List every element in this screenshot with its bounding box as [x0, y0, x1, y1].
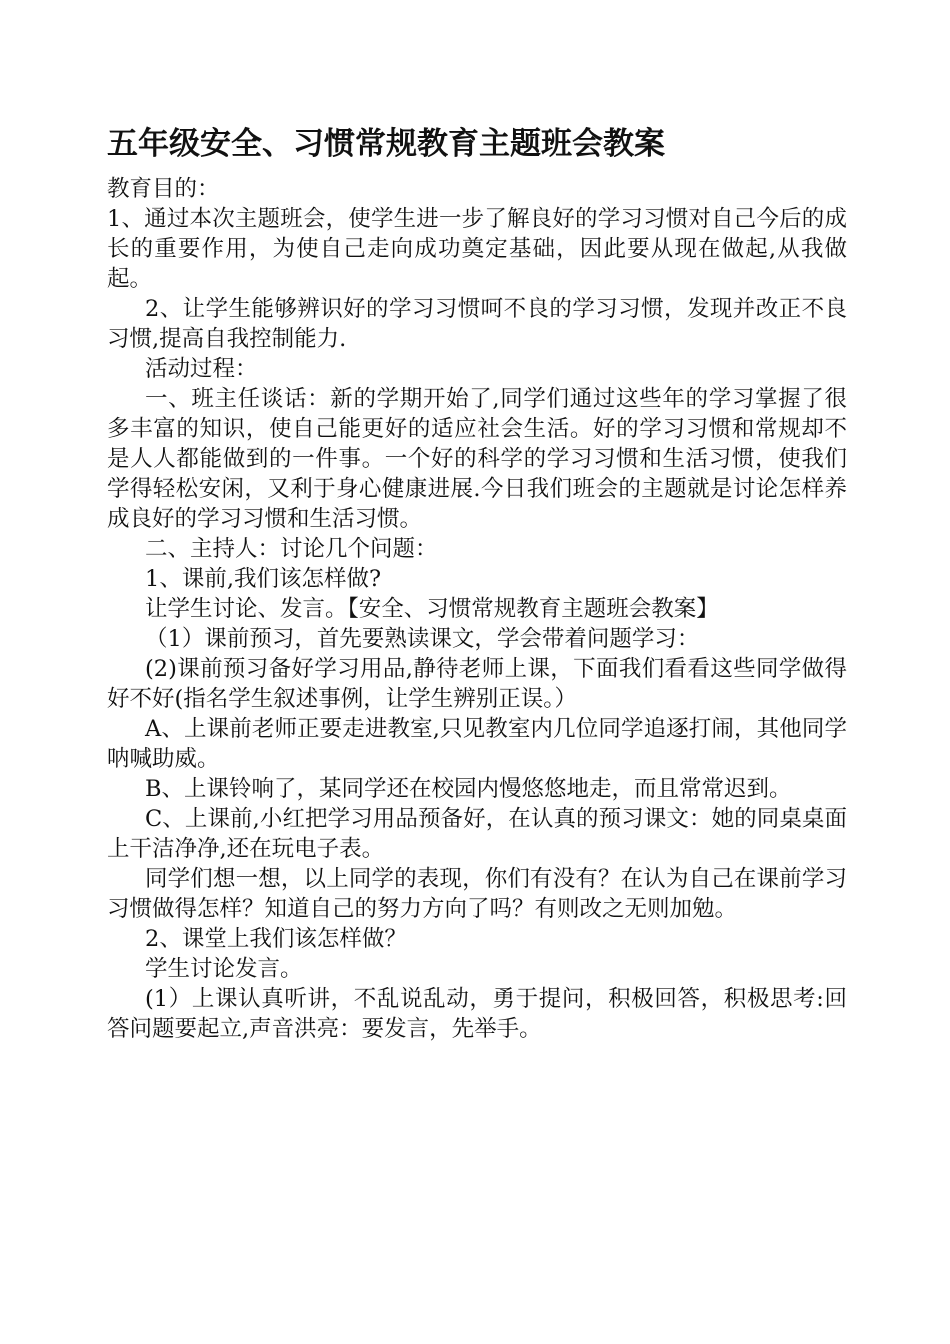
paragraph-teacher-talk: 一、班主任谈话：新的学期开始了,同学们通过这些年的学习掌握了很多丰富的知识，使自己能更好的适应社会生活。好的学习习惯和常规却不是人人都能做到的一件事。一个好的科学的学习习惯和生活习惯，使我们学得轻松安闲，又利于身心健康进展.今日我们班会的主题就是讨论怎样养成良好的学习习惯和生活习惯。 — [107, 386, 847, 532]
paragraph-example-a: A、上课前老师正要走进教室,只见教室内几位同学追逐打闹，其他同学呐喊助威。 — [107, 716, 847, 772]
paragraph-point-2: (2)课前预习备好学习用品,静待老师上课，下面我们看看这些同学做得好不好(指名学生叙述事例，让学生辨别正误。） — [107, 656, 847, 712]
section-heading-goals: 教育目的： — [107, 176, 220, 202]
paragraph-host-intro: 二、主持人：讨论几个问题： — [145, 536, 438, 562]
paragraph-example-b: B、上课铃响了，某同学还在校园内慢悠悠地走，而且常常迟到。 — [145, 776, 792, 802]
paragraph-student-discussion: 学生讨论发言。 — [145, 956, 303, 982]
document-body — [107, 174, 847, 1044]
paragraph-question-2: 2、课堂上我们该怎样做？ — [145, 926, 407, 952]
paragraph-goal-1: 1、通过本次主题班会，使学生进一步了解良好的学习习惯对自己今后的成长的重要作用，为使自己走向成功奠定基础，因此要从现在做起,从我做起。 — [107, 206, 847, 292]
paragraph-question-1: 1、课前,我们该怎样做? — [145, 566, 382, 592]
paragraph-reflection: 同学们想一想，以上同学的表现，你们有没有？在认为自己在课前学习习惯做得怎样？知道自己的努力方向了吗？有则改之无则加勉。 — [107, 866, 847, 922]
paragraph-discussion: 让学生讨论、发言。【安全、习惯常规教育主题班会教案】 — [145, 596, 719, 622]
document-title: 五年级安全、习惯常规教育主题班会教案 — [107, 126, 665, 162]
paragraph-class-point-1: (1）上课认真听讲，不乱说乱动，勇于提问，积极回答，积极思考:回答问题要起立,声音洪亮：要发言，先举手。 — [107, 986, 847, 1042]
paragraph-example-c: C、上课前,小红把学习用品预备好，在认真的预习课文：她的同桌桌面上干洁净净,还在玩电子表。 — [107, 806, 847, 862]
paragraph-goal-2: 2、让学生能够辨识好的学习习惯呵不良的学习习惯，发现并改正不良习惯,提高自我控制能力. — [107, 296, 847, 352]
paragraph-point-1: （1）课前预习，首先要熟读课文，学会带着问题学习： — [145, 626, 700, 652]
section-heading-process: 活动过程： — [145, 356, 258, 382]
